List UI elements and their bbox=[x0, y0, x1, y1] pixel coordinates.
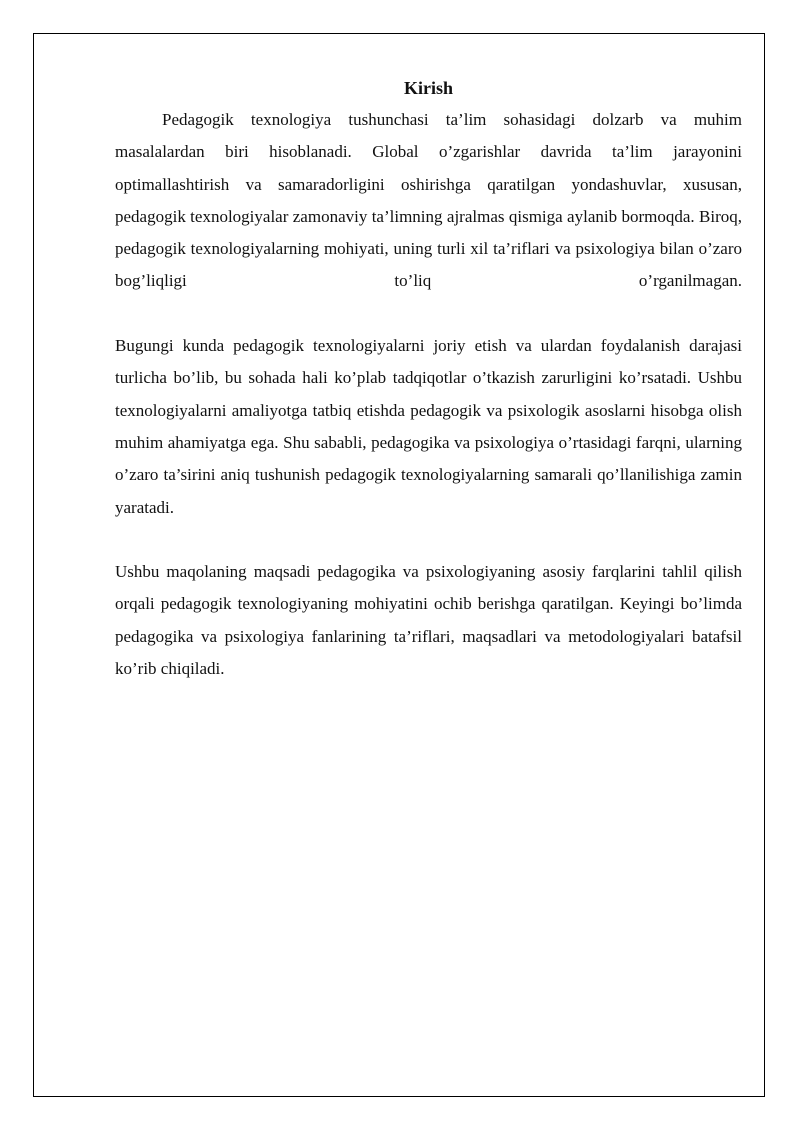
section-title: Kirish bbox=[403, 78, 453, 98]
paragraph-2: Bugungi kunda pedagogik texnologiyalarni joriy etish va ulardan foydalanish darajasi turlicha bo’lib, bu sohada hali ko’plab tadqiqotlar o’tkazish zarurligini ko’rsatadi. Ushbu texnologiyalarni amaliyotga tatbiq etishda pedagogik va psixologik asoslarni hisobga olish muhim ahamiyatga ega. Shu sababli, pedagogika va psixologiya o’rtasidagi farqni, ularning o’zaro ta’sirini aniq tushunish pedagogik texnologiyalarning samarali qo’llanilishiga zamin yaratadi. bbox=[115, 336, 742, 517]
paragraph-gap bbox=[115, 298, 742, 330]
paragraph-1: Pedagogik texnologiya tushunchasi ta’lim sohasidagi dolzarb va muhim masalalardan biri hisoblanadi. Global o’zgarishlar davrida ta’lim jarayonini optimallashtirish va samaradorligini oshirishga qaratilgan yondashuvlar, xususan, pedagogik texnologiyalar zamonaviy ta’limning ajralmas qismiga aylanib bormoqda. Biroq, pedagogik texnologiyalarning mohiyati, uning turli xil ta’riflari va psixologiya bilan o’zaro bog’liqligi to’liq o’rganilmagan. bbox=[115, 110, 742, 291]
paragraph-gap bbox=[115, 524, 742, 556]
paragraph-3: Ushbu maqolaning maqsadi pedagogika va psixologiyaning asosiy farqlarini tahlil qilish orqali pedagogik texnologiyaning mohiyatini ochib berishga qaratilgan. Keyingi bo’limda pedagogika va psixologiya fanlarining ta’riflari, maqsadlari va metodologiyalari batafsil ko’rib chiqiladi. bbox=[115, 562, 742, 679]
document-body bbox=[115, 72, 742, 685]
